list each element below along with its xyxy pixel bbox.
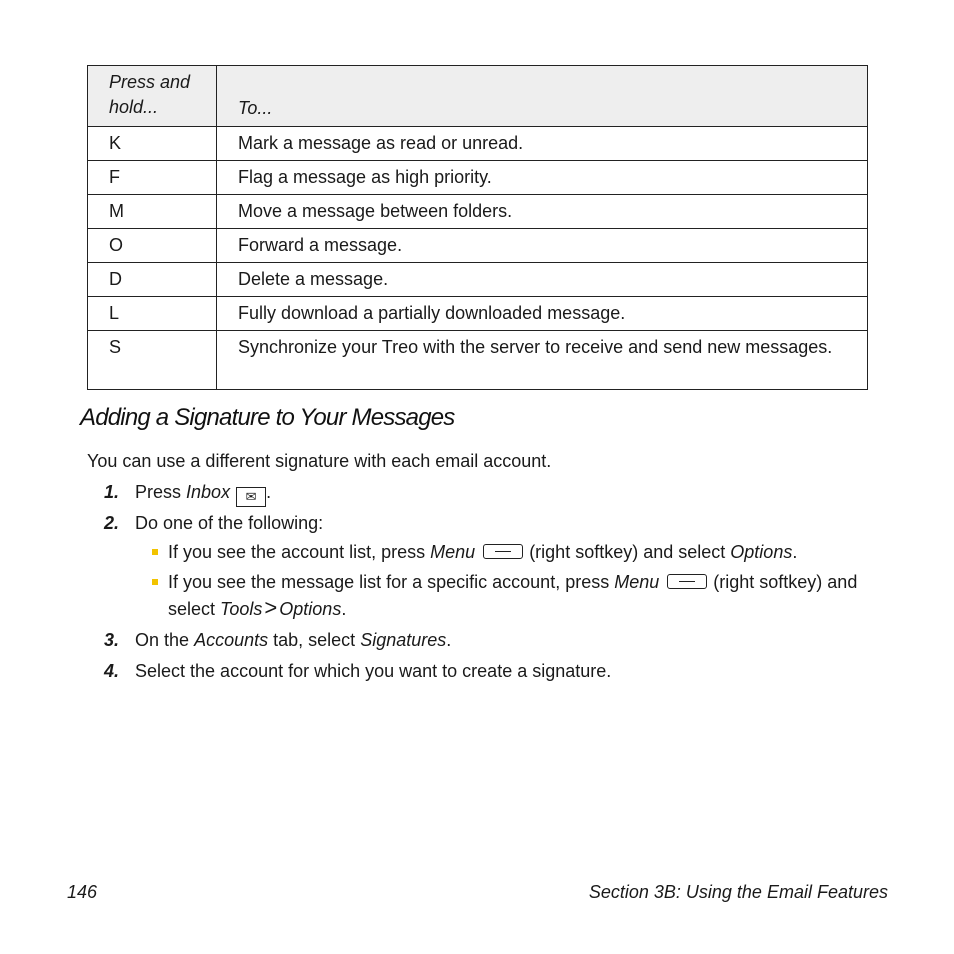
- signatures-label: Signatures: [360, 630, 447, 650]
- action-cell: Synchronize your Treo with the server to receive and send new messages.: [217, 331, 868, 390]
- tools-label: Tools: [220, 599, 263, 619]
- shortcut-table: [87, 65, 868, 390]
- table-row: [88, 229, 868, 263]
- step-4: [104, 659, 611, 683]
- intro-text: You can use a different signature with each email account.: [87, 451, 552, 471]
- header-press-and-hold: Press and hold...: [88, 66, 217, 127]
- page-number: 146: [67, 882, 98, 902]
- bullet-text: If you see the account list, press: [168, 542, 426, 562]
- step-number: 3.: [104, 630, 120, 650]
- step-text: tab, select: [273, 630, 356, 650]
- step-number: 1.: [104, 482, 120, 502]
- menu-label: Menu: [430, 542, 476, 562]
- menu-label: Menu: [614, 572, 660, 592]
- action-cell: Mark a message as read or unread.: [217, 127, 868, 161]
- bullet-text: If you see the message list for a specific account, press: [168, 572, 610, 592]
- key-cell: L: [88, 297, 217, 331]
- step-number: 2.: [104, 513, 120, 533]
- punctuation: .: [792, 542, 798, 562]
- step-text: Select the account for which you want to create a signature.: [135, 661, 612, 681]
- section-heading: Adding a Signature to Your Messages: [80, 404, 455, 431]
- action-cell: Delete a message.: [217, 263, 868, 297]
- bullet-marker: [152, 549, 158, 555]
- step-2: [104, 511, 323, 535]
- step-text: On the: [135, 630, 190, 650]
- header-to: To...: [217, 66, 868, 127]
- step-text: Do one of the following:: [135, 513, 324, 533]
- punctuation: .: [341, 599, 347, 619]
- softkey-icon: [483, 544, 523, 559]
- menu-separator: >: [264, 595, 278, 620]
- inbox-label: Inbox: [186, 482, 231, 502]
- key-cell: O: [88, 229, 217, 263]
- table-header-row: [88, 66, 868, 127]
- step-text: Press: [135, 482, 182, 502]
- key-cell: M: [88, 195, 217, 229]
- bullet-message-list: [152, 570, 877, 622]
- action-cell: Forward a message.: [217, 229, 868, 263]
- punctuation: .: [446, 630, 452, 650]
- bullet-account-list: [152, 540, 877, 565]
- action-cell: Flag a message as high priority.: [217, 161, 868, 195]
- key-cell: K: [88, 127, 217, 161]
- step-3: [104, 628, 451, 652]
- step-1: [104, 480, 271, 507]
- table-row: [88, 161, 868, 195]
- step-number: 4.: [104, 661, 120, 681]
- bullet-marker: [152, 579, 158, 585]
- key-cell: S: [88, 331, 217, 390]
- table-row: [88, 127, 868, 161]
- action-cell: Move a message between folders.: [217, 195, 868, 229]
- punctuation: .: [266, 482, 272, 502]
- bullet-text: (right softkey) and select: [168, 572, 858, 619]
- table-row: [88, 297, 868, 331]
- options-label: Options: [279, 599, 342, 619]
- envelope-icon: ✉: [236, 487, 266, 507]
- options-label: Options: [730, 542, 793, 562]
- section-footer: Section 3B: Using the Email Features: [588, 882, 888, 902]
- table-row: [88, 331, 868, 390]
- key-cell: F: [88, 161, 217, 195]
- action-cell: Fully download a partially downloaded message.: [217, 297, 868, 331]
- softkey-icon: [667, 574, 707, 589]
- key-cell: D: [88, 263, 217, 297]
- table-row: [88, 195, 868, 229]
- table-row: [88, 263, 868, 297]
- bullet-text: (right softkey) and select: [529, 542, 726, 562]
- accounts-tab-label: Accounts: [194, 630, 269, 650]
